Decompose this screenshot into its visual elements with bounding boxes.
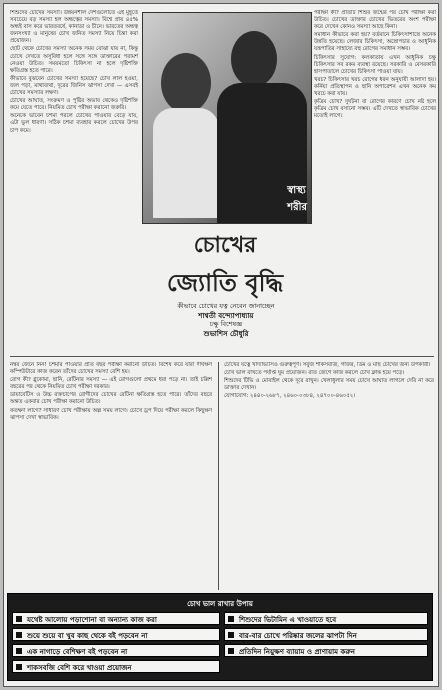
byline-author: শাশ্বতী বন্দ্যোপাধ্যায় [198, 311, 254, 320]
horizontal-divider [10, 356, 434, 357]
tip-item: যথেষ্ট আলোয় পড়াশোনা বা অন্যান্য কাজ করা [12, 612, 220, 625]
headline-line-2: জ্যোতি বৃদ্ধি [166, 268, 284, 297]
right-column [314, 10, 436, 360]
right-paragraph: কৃত্রিম চোখ? দুর্ঘটনা বা রোগের কারণে চোখ নষ্ট হলে কৃত্রিম চোখ বসানো সম্ভব। এটি দেখতে স্বাভাবিক চোখের মতোই লাগে। [314, 99, 436, 120]
article-photo [142, 12, 312, 224]
bullet-square-icon [16, 664, 22, 670]
doctor-figure [231, 31, 277, 87]
bottom-right-paragraph: চোখের যত্নে খাদ্যাভ্যাসও গুরুত্বপূর্ণ। সবুজ শাকসবজি, গাজর, ডিম ও মাছ চোখের জন্য উপকারী। [224, 362, 431, 368]
left-paragraph: কীভাবে বুঝবেন চোখের সমস্যা হয়েছে? চোখ লাল হওয়া, জল পড়া, মাথাব্যথা, দূরের জিনিস ঝাপসা দেখা — এসবই চোখের সমস্যার লক্ষণ। [10, 75, 138, 97]
right-paragraph: সমাধান কীভাবে করা হয়? বর্তমানে চিকিৎসাশাস্ত্রে অনেক উন্নতি হয়েছে। লেজার চিকিৎসা, অস্ত্রোপচার ও আধুনিক যন্ত্রপাতির সাহায্যে বহু রোগের সমাধান সম্ভব। [314, 32, 436, 53]
tips-heading: চোখ ভাল রাখার উপায় [187, 599, 253, 608]
bottom-right-paragraph: চোখ ভাল রাখতে পর্যাপ্ত ঘুম প্রয়োজন। রাত জেগে কাজ করলে চোখ ক্লান্ত হয়ে পড়ে। [224, 370, 405, 377]
tip-item: প্রতিদিন নিয়ুক্ষণ ব্যায়াম ও প্রাণায়াম করুন [224, 644, 428, 657]
byline-expert-intro: চক্ষু বিশেষজ্ঞ [209, 320, 243, 328]
bullet-square-icon [16, 648, 22, 654]
tip-item: শাকসবজি বেশি করে খাওয়া প্রয়োজন [12, 660, 220, 673]
tip-item: শিশুদের ভিটামিন এ খাওয়াতে হবে [224, 612, 428, 625]
bottom-right-column [224, 362, 434, 590]
bottom-left-paragraph: ডায়াবেটিস ও উচ্চ রক্তচাপের রোগীদের চোখের রেটিনা ক্ষতিগ্রস্ত হতে পারে। তাঁদের বছরে অন্তত একবার চোখ পরীক্ষা করানো উচিত। [10, 392, 212, 406]
tip-item: এক নাগাড়ে বেশিক্ষণ বই পড়বেন না [12, 644, 220, 657]
tip-item: বার-বার চোখে পরিষ্কার জলের ঝাপটা দিন [224, 628, 428, 641]
child-figure [161, 53, 211, 113]
bullet-square-icon [16, 632, 22, 638]
byline [138, 302, 314, 338]
bullet-square-icon [228, 648, 234, 654]
bottom-left-paragraph: কতক্ষণ লাগে? সাধারণ চোখ পরীক্ষায় অল্প সময় লাগে। চোখে ড্রপ দিয়ে পরীক্ষা করলে কিছুক্ষণ ঝাপসা দেখা স্বাভাবিক। [10, 407, 212, 421]
bottom-left-paragraph: রোগ কী? গ্লুকোমা, ছানি, রেটিনার সমস্যা — এই রোগগুলো প্রথমে ধরা পড়ে না। তাই চল্লিশ বছরের পর থেকে নিয়মিত চোখ পরীক্ষা দরকার। [10, 377, 212, 391]
left-paragraph: চোখের আঘাত, সংক্রমণ ও পুষ্টির অভাব থেকেও দৃষ্টিশক্তি কমে যেতে পারে। নিয়মিত চোখ পরীক্ষা করানো জরুরি। [10, 98, 138, 112]
left-paragraph: অনেকে ভাবেন চশমা পরলে চোখের পাওয়ার বেড়ে যায়, এটা ভুল ধারণা। সঠিক চশমা ব্যবহার করলে চোখের উপর চাপ কমে। [10, 113, 138, 134]
bullet-square-icon [228, 616, 234, 622]
right-paragraph: পরীক্ষা কী? প্রতিটি শিশুর জন্মের পর চোখ পরীক্ষা করা উচিত। চোখের ডাক্তার চোখের ভিতরের অংশ পরীক্ষা করে দেখেন কোনও সমস্যা আছে কিনা। [314, 10, 436, 31]
left-paragraph: শিশুদের চোখের সমস্যা। উন্নয়নশীল দেশগুলোতে এই মুহূর্তে সবচেয়ে বড় সমস্যা হল অন্ধত্বের সমস্যা। বিশ্বে প্রায় ৪৫% অন্ধই বাস করে ভারতবর্ষে, কানাডা ও চীনে। ভারতের অন্ধত্ব জনসংখ্যা ও মানুষের চোখ জনিত সমস্যা নিয়ে চিন্তা করা প্রয়োজন। [10, 10, 138, 45]
bullet-square-icon [16, 616, 22, 622]
left-paragraph: ছোট থেকে চোখের সমস্যা অনেক সময় বোঝা যায় না, কিন্তু চোখে দেখতে অসুবিধা হলে সঙ্গে সঙ্গে ডাক্তারের পরামর্শ নেওয়া উচিত। সময়মতো চিকিৎসা না হলে দৃষ্টিশক্তি ক্ষতিগ্রস্ত হতে পারে। [10, 46, 138, 74]
tips-panel [7, 593, 433, 681]
vertical-divider [218, 362, 219, 590]
bottom-left-column [10, 362, 212, 590]
right-paragraph: খরচ? চিকিৎসার খরচ রোগের ধরন অনুযায়ী আলাদা হয়। কর্নিয়া প্রতিস্থাপন ও ছানি অপারেশন এখন অনেক কম খরচে করা যায়। [314, 76, 436, 98]
bottom-right-paragraph: শিশুদের টিভি ও মোবাইল থেকে দূরে রাখুন। খেলাধুলার সময় চোখে আঘাত লাগলে দেরি না করে ডাক্তার দেখান। [224, 378, 434, 392]
photo-section-tag: স্বাস্থ্য শরীর [287, 185, 307, 213]
bottom-right-paragraph: যোগাযোগ: ২৪৪০-২৬৮৭, ২৪৬০-০৩৮৪, ২৪৭০০-৪৬০৫২। [224, 393, 356, 400]
bottom-left-paragraph: নম্বর জেনে নিন! চশমার পাওয়ার প্রতি বছর পরীক্ষা করানো উচিত। বিশেষ করে যাঁরা দীর্ঘক্ষণ কম্পিউটারে কাজ করেন তাঁদের চোখের সমস্যা বেশি হয়। [10, 362, 212, 376]
tip-item: শুয়ে শুয়ে বা খুব কাছ থেকে বই পড়বেন না [12, 628, 220, 641]
newspaper-page [3, 3, 439, 687]
child-body [153, 108, 219, 218]
byline-expert: শুভাশিস চৌধুরি [203, 329, 249, 338]
right-paragraph: চিকিৎসার সুযোগ: কলকাতায় এখন আধুনিক চক্ষু চিকিৎসার সব রকম ব্যবস্থা রয়েছে। সরকারি ও বেসরকারি হাসপাতালে চোখের চিকিৎসা পাওয়া যায়। [314, 54, 436, 75]
byline-lead: কীভাবে চোখের যত্ন নেবেন জানাচ্ছেন [177, 302, 275, 310]
headline-line-1: চোখের [193, 232, 257, 258]
headline [140, 224, 310, 302]
bullet-square-icon [228, 632, 234, 638]
left-column [10, 10, 138, 360]
